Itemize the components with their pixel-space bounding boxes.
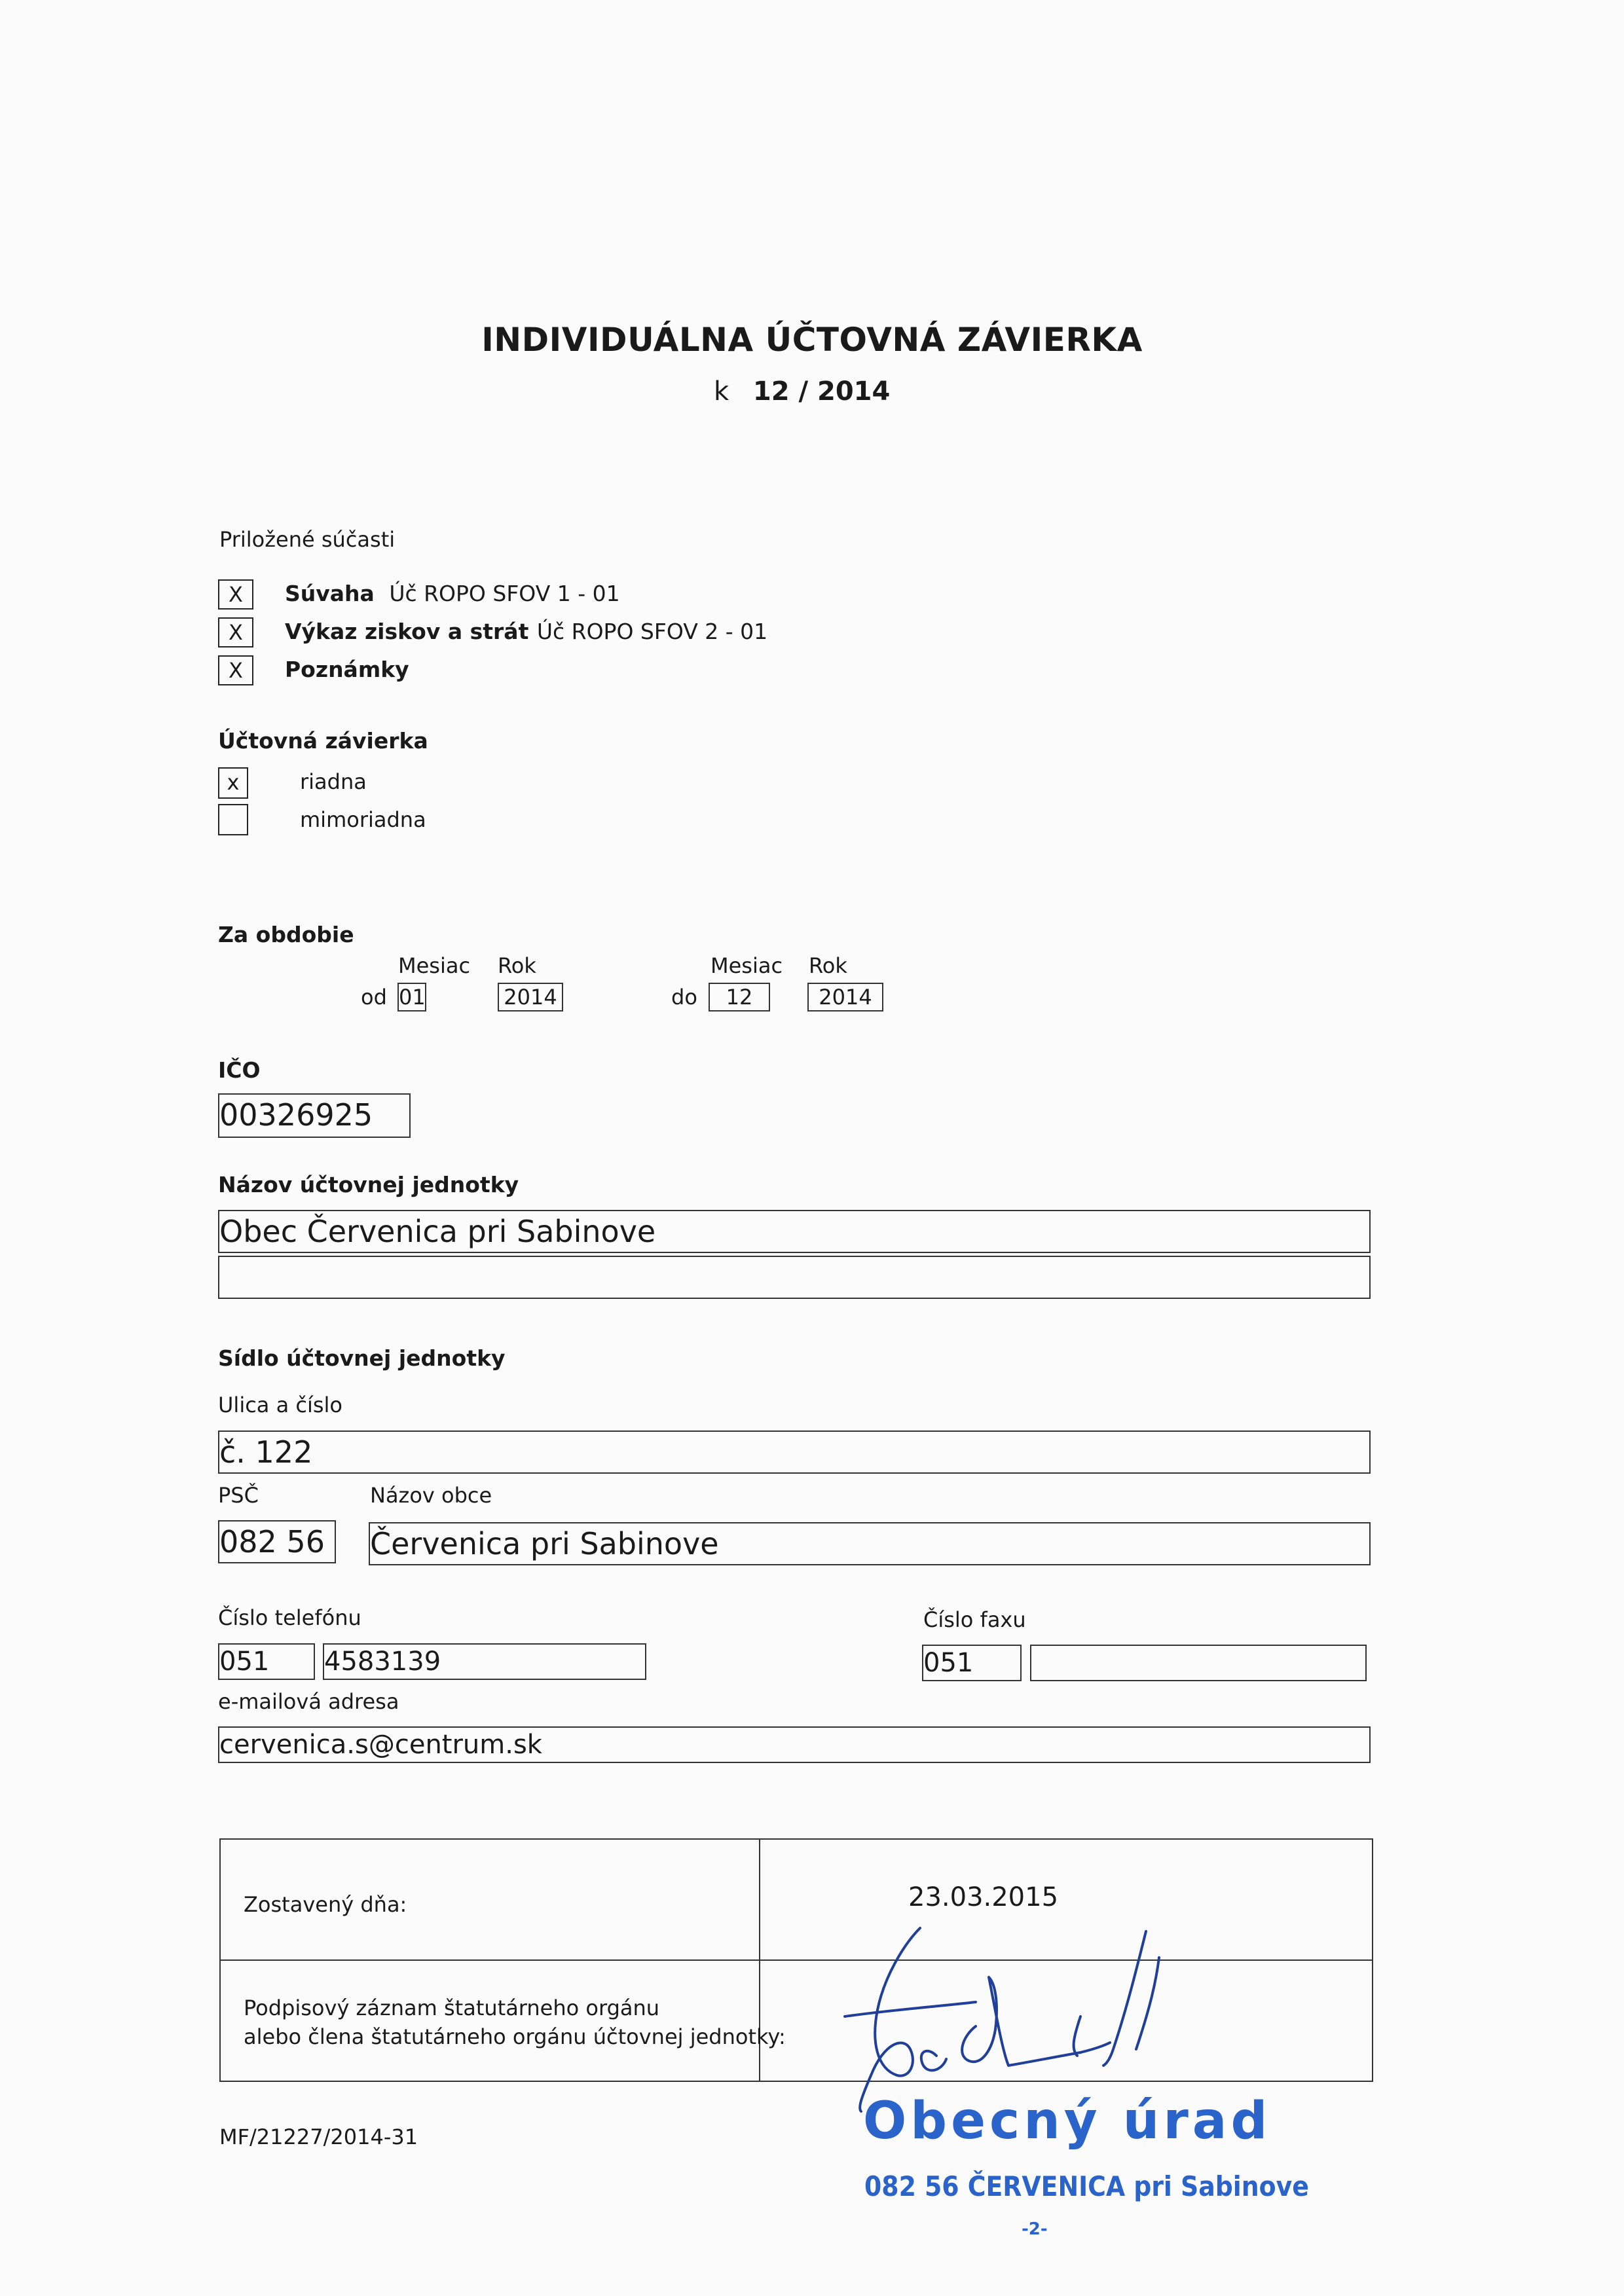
to-year-label: Rok [809,953,847,978]
from-month-field[interactable]: 01 [397,983,426,1011]
closure-option-mimoriadna: mimoriadna [300,807,426,832]
fax-prefix-field[interactable]: 051 [922,1645,1022,1681]
town-label: Názov obce [370,1483,492,1508]
to-month-label: Mesiac [710,953,783,978]
attachment-checkbox-vykaz[interactable]: X [218,617,253,647]
stamp-line1: Obecný úrad [863,2092,1272,2151]
street-field[interactable]: č. 122 [218,1430,1371,1474]
stamp-line3: -2- [1022,2219,1048,2239]
town-field[interactable]: Červenica pri Sabinove [369,1522,1371,1565]
from-year-field[interactable]: 2014 [498,983,563,1011]
from-month-label: Mesiac [398,953,471,978]
period-section-label: Za obdobie [218,922,354,947]
psc-field[interactable]: 082 56 [218,1520,336,1563]
phone-label: Číslo telefónu [218,1605,361,1630]
ico-field[interactable]: 00326925 [218,1093,411,1138]
k-label: k [714,376,729,407]
entity-name-label: Názov účtovnej jednotky [218,1172,519,1197]
ico-label: IČO [218,1057,261,1083]
attachments-label: Priložené súčasti [219,527,396,552]
page-title: INDIVIDUÁLNA ÚČTOVNÁ ZÁVIERKA [481,321,1143,359]
prepared-date: 23.03.2015 [908,1882,1059,1912]
from-year-label: Rok [498,953,536,978]
sign-label-line1: Podpisový záznam štatutárneho orgánu [244,1995,660,2020]
footer-ref: MF/21227/2014-31 [219,2124,418,2149]
attachment-code: Úč ROPO SFOV 2 - 01 [536,619,768,644]
psc-label: PSČ [218,1483,259,1508]
period-value: 12 / 2014 [752,376,891,407]
from-label: od [361,985,387,1010]
entity-name-field-1[interactable]: Obec Červenica pri Sabinove [218,1210,1371,1253]
to-month-field[interactable]: 12 [709,983,770,1011]
phone-prefix-field[interactable]: 051 [218,1643,315,1680]
sign-label-line2: alebo člena štatutárneho orgánu účtovnej jednotky: [244,2024,786,2049]
closure-checkbox-mimoriadna[interactable] [218,804,248,835]
entity-name-field-2[interactable] [218,1256,1371,1299]
attachment-name: Poznámky [285,657,409,682]
attachment-name: Výkaz ziskov a strát [285,619,529,644]
attachment-item-vykaz [285,619,767,644]
fax-number-field[interactable] [1030,1645,1367,1681]
handwritten-signature [805,1918,1172,2115]
closure-label: Účtovná závierka [218,728,428,754]
phone-number-field[interactable]: 4583139 [323,1643,646,1680]
prepared-label: Zostavený dňa: [244,1892,407,1917]
attachment-code: Úč ROPO SFOV 1 - 01 [389,581,620,606]
closure-option-riadna: riadna [300,769,367,794]
period-subtitle [714,376,890,407]
closure-checkbox-riadna[interactable]: x [218,767,248,799]
address-label: Sídlo účtovnej jednotky [218,1345,506,1371]
signature-table [219,1838,1373,2082]
attachment-checkbox-suvaha[interactable]: X [218,579,253,610]
attachment-item-poznamky [285,657,409,682]
attachment-item-suvaha [285,581,620,606]
to-label: do [671,985,697,1010]
street-label: Ulica a číslo [218,1393,342,1417]
email-field[interactable]: cervenica.s@centrum.sk [218,1726,1371,1763]
fax-label: Číslo faxu [923,1607,1026,1632]
to-year-field[interactable]: 2014 [807,983,883,1011]
stamp-line2: 082 56 ČERVENICA pri Sabinove [864,2170,1309,2202]
attachment-name: Súvaha [285,581,375,606]
attachment-checkbox-poznamky[interactable]: X [218,655,253,685]
email-label: e-mailová adresa [218,1689,399,1714]
